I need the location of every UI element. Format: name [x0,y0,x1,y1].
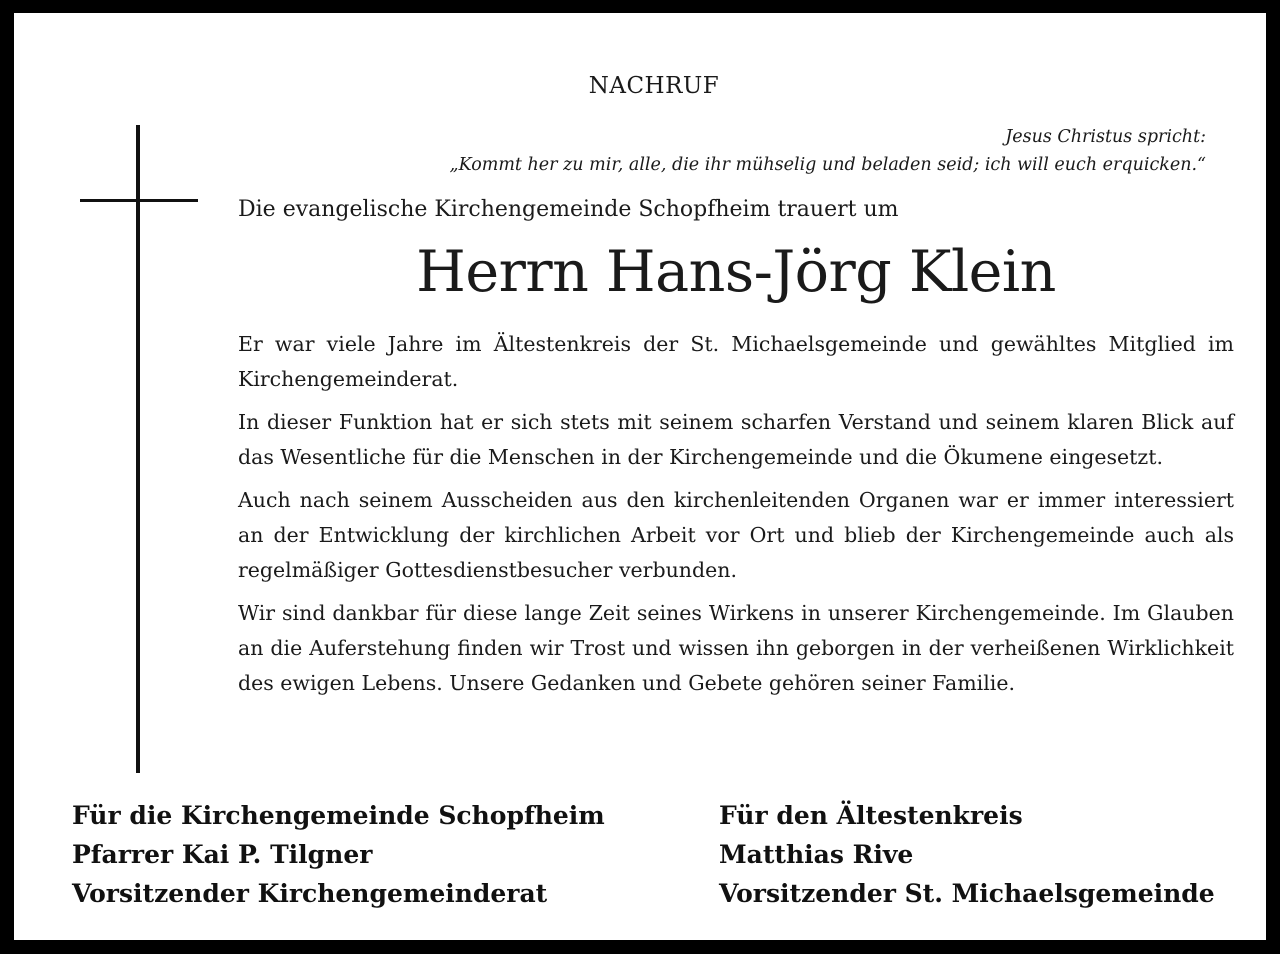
signature-line: Für die Kirchengemeinde Schopfheim [72,801,605,830]
cross-icon [136,125,140,773]
paragraph: Wir sind dankbar für diese lange Zeit seines Wirkens in unserer Kirchengemeinde. Im Glauben an die Auferstehung finden wir Trost und wissen ihn geborgen in der verheißenen Wirklichkeit des ewigen Lebens. Unsere Gedanken und Gebete gehören seiner Familie. [238,601,1234,695]
bible-quote [450,123,1206,179]
signature-line: Vorsitzender St. Michaelsgemeinde [719,879,1215,908]
quote-attribution: Jesus Christus spricht: [1005,127,1206,147]
cross-icon-bar [80,199,198,202]
signature-line: Pfarrer Kai P. Tilgner [72,840,373,869]
signature-line: Matthias Rive [719,840,914,869]
signature-right [719,796,1215,913]
heading: NACHRUF [588,73,720,99]
quote-text: „Kommt her zu mir, alle, die ihr mühselig und beladen seid; ich will euch erquicken.“ [449,155,1206,175]
signature-line: Für den Ältestenkreis [719,801,1023,830]
deceased-name: Herrn Hans-Jörg Klein [416,239,1056,305]
signature-left [72,796,605,913]
intro-text: Die evangelische Kirchengemeinde Schopfheim trauert um [238,197,899,222]
paragraph: Auch nach seinem Ausscheiden aus den kirchenleitenden Organen war er immer interessiert an der Entwicklung der kirchlichen Arbeit vor Ort und blieb der Kirchengemeinde auch als regelmäßiger Gottesdienstbesucher verbunden. [238,488,1234,582]
signature-line: Vorsitzender Kirchengemeinderat [72,879,548,908]
obituary-body [238,327,1234,709]
paragraph: In dieser Funktion hat er sich stets mit seinem scharfen Verstand und seinem klaren Blick auf das Wesentliche für die Menschen in der Kirchengemeinde und die Ökumene eingesetzt. [238,410,1234,469]
paragraph: Er war viele Jahre im Ältestenkreis der St. Michaelsgemeinde und gewähltes Mitglied im Kirchengemeinderat. [238,332,1234,391]
